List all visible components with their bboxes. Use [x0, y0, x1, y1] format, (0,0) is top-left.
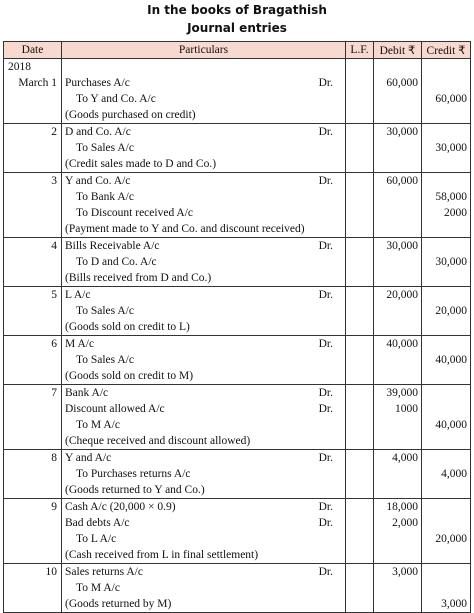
- entry-credit-value: 60,000: [435, 93, 467, 105]
- entry-debit-value: 1000: [395, 403, 418, 415]
- dr-marker: Dr.: [318, 501, 333, 513]
- entry-debit-value: [374, 221, 421, 237]
- entry-debit-value: 30,000: [386, 126, 418, 138]
- blank-line: [62, 59, 345, 75]
- entry-date: [4, 450, 62, 499]
- journal-body: [4, 59, 471, 613]
- entry-debit-value: [374, 580, 421, 596]
- account-name: Purchases A/c: [65, 77, 130, 89]
- credit-account-line: To Purchases returns A/c: [76, 468, 191, 480]
- date-line: [4, 205, 61, 221]
- date-line: [4, 156, 61, 172]
- account-name: M A/c: [65, 338, 95, 350]
- entry-debit-value: [374, 205, 421, 221]
- entry-debit-value: [374, 466, 421, 482]
- narration-line: (Cheque received and discount allowed): [65, 435, 251, 447]
- entry-debit-value: 39,000: [386, 387, 418, 399]
- entry-debit-value: 3,000: [392, 566, 418, 578]
- entry-particulars: [62, 564, 346, 613]
- date-line: 3: [51, 175, 57, 187]
- entry-credit-value: [422, 107, 470, 123]
- journal-entry-row: [4, 173, 471, 238]
- entry-credit: [422, 287, 471, 336]
- date-line: [4, 270, 61, 286]
- entry-credit-value: 20,000: [435, 533, 467, 545]
- entry-lf: [346, 287, 374, 336]
- dr-marker: Dr.: [318, 126, 333, 138]
- entry-credit: [422, 238, 471, 287]
- date-line: March 1: [18, 77, 57, 89]
- date-line: [4, 221, 61, 237]
- entry-credit-value: 58,000: [435, 191, 467, 203]
- entry-debit-value: [374, 531, 421, 547]
- date-line: [4, 531, 61, 547]
- header-row: [4, 42, 471, 59]
- entry-credit-value: 20,000: [435, 305, 467, 317]
- narration-line: (Goods sold on credit to L): [65, 321, 190, 333]
- dr-marker: Dr.: [318, 338, 333, 350]
- entry-debit-value: 60,000: [386, 77, 418, 89]
- entry-credit-value: [422, 336, 470, 352]
- entry-credit: [422, 124, 471, 173]
- credit-account-line: To Sales A/c: [76, 354, 134, 366]
- narration-line: (Goods returned to Y and Co.): [65, 484, 205, 496]
- entry-particulars: [62, 450, 346, 499]
- date-line: 8: [51, 452, 57, 464]
- account-name: Cash A/c (20,000 × 0.9): [65, 501, 176, 513]
- entry-debit-value: [374, 303, 421, 319]
- entry-debit-value: [374, 368, 421, 384]
- date-line: [4, 368, 61, 384]
- entry-credit-value: [422, 156, 470, 172]
- entry-debit: [374, 499, 422, 564]
- dr-marker: Dr.: [318, 77, 333, 89]
- date-line: [4, 596, 61, 612]
- entry-lf: [346, 385, 374, 450]
- entry-credit-value: 30,000: [435, 256, 467, 268]
- entry-lf: [346, 124, 374, 173]
- entry-credit-value: 30,000: [435, 142, 467, 154]
- entry-debit-value: [374, 270, 421, 286]
- journal-entry-row: [4, 124, 471, 173]
- credit-account-line: To D and Co. A/c: [76, 256, 157, 268]
- entry-debit-value: [374, 596, 421, 612]
- entry-particulars: [62, 238, 346, 287]
- entry-credit: [422, 450, 471, 499]
- entry-debit: [374, 450, 422, 499]
- dr-marker: Dr.: [318, 566, 333, 578]
- entry-lf: [346, 336, 374, 385]
- entry-credit-value: [422, 59, 470, 75]
- entry-debit-value: [374, 140, 421, 156]
- entry-credit-value: 4,000: [441, 468, 467, 480]
- debit-account-line: [62, 124, 345, 140]
- journal-entry-row: [4, 499, 471, 564]
- entry-credit-value: [422, 401, 470, 417]
- entry-debit-value: [374, 189, 421, 205]
- date-line: [4, 401, 61, 417]
- col-lf-header: L.F.: [346, 42, 374, 59]
- dr-marker: Dr.: [318, 517, 333, 529]
- entry-debit: [374, 564, 422, 613]
- entry-date: [4, 385, 62, 450]
- entry-debit-value: 18,000: [386, 501, 418, 513]
- entry-lf: [346, 238, 374, 287]
- entry-credit-value: [422, 75, 470, 91]
- entry-debit: [374, 238, 422, 287]
- account-name: Bank A/c: [65, 387, 109, 399]
- entry-credit: [422, 336, 471, 385]
- entry-debit-value: 4,000: [392, 452, 418, 464]
- entry-debit-value: 60,000: [386, 175, 418, 187]
- entry-credit-value: [422, 270, 470, 286]
- account-name: Y and Co. A/c: [65, 175, 131, 187]
- entry-credit: [422, 385, 471, 450]
- dr-marker: Dr.: [318, 175, 333, 187]
- entry-debit-value: [374, 352, 421, 368]
- narration-line: (Payment made to Y and Co. and discount received): [65, 223, 305, 235]
- entry-lf: [346, 564, 374, 613]
- entry-debit-value: [374, 254, 421, 270]
- date-line: 7: [51, 387, 57, 399]
- credit-account-line: To M A/c: [76, 419, 120, 431]
- date-line: 2: [51, 126, 57, 138]
- entry-particulars: [62, 385, 346, 450]
- date-line: [4, 466, 61, 482]
- entry-particulars: [62, 499, 346, 564]
- entry-credit-value: [422, 287, 470, 303]
- entry-date: [4, 287, 62, 336]
- col-date-header: Date: [4, 42, 62, 59]
- account-name: Bad debts A/c: [65, 517, 130, 529]
- entry-debit-value: [374, 482, 421, 498]
- narration-line: (Goods returned by M): [65, 598, 172, 610]
- date-line: [4, 254, 61, 270]
- debit-account-line: [62, 336, 345, 352]
- entry-debit-value: [374, 91, 421, 107]
- entry-credit-value: [422, 221, 470, 237]
- date-line: [4, 352, 61, 368]
- date-line: [4, 303, 61, 319]
- narration-line: (Goods purchased on credit): [65, 109, 196, 121]
- credit-account-line: To Sales A/c: [76, 142, 134, 154]
- date-line: [4, 319, 61, 335]
- account-name: D and Co. A/c: [65, 126, 131, 138]
- debit-account-line: [62, 173, 345, 189]
- date-line: [4, 482, 61, 498]
- journal-entry-row: [4, 336, 471, 385]
- entry-particulars: [62, 124, 346, 173]
- debit-account-line: [62, 287, 345, 303]
- entry-lf: [346, 499, 374, 564]
- entry-debit: [374, 385, 422, 450]
- col-debit-header: Debit ₹: [374, 42, 422, 59]
- debit-account-line: [62, 385, 345, 401]
- entry-debit-value: [374, 417, 421, 433]
- entry-credit-value: [422, 547, 470, 563]
- credit-account-line: To L A/c: [76, 533, 117, 545]
- narration-line: (Cash received from L in final settlement): [65, 549, 259, 561]
- debit-account-line: [62, 450, 345, 466]
- entry-date: [4, 59, 62, 124]
- date-line: 6: [51, 338, 57, 350]
- dr-marker: Dr.: [318, 403, 333, 415]
- entry-date: [4, 173, 62, 238]
- entry-debit-value: 40,000: [386, 338, 418, 350]
- debit-account-line: [62, 499, 345, 515]
- entry-credit-value: 40,000: [435, 354, 467, 366]
- debit-account-line: [62, 564, 345, 580]
- date-line: 5: [51, 289, 57, 301]
- entry-credit-value: [422, 433, 470, 449]
- book-title: In the books of Bragathish: [147, 3, 327, 17]
- entry-credit-value: [422, 385, 470, 401]
- entry-particulars: [62, 173, 346, 238]
- entry-debit-value: 2,000: [392, 517, 418, 529]
- entry-credit-value: [422, 515, 470, 531]
- entry-credit-value: 2000: [444, 207, 467, 219]
- debit-account-line: [62, 401, 345, 417]
- entry-debit-value: [374, 433, 421, 449]
- entry-debit: [374, 336, 422, 385]
- credit-account-line: To Y and Co. A/c: [76, 93, 156, 105]
- journal-entry-row: [4, 238, 471, 287]
- journal-entry-row: [4, 564, 471, 613]
- entry-credit-value: [422, 450, 470, 466]
- journal-title: Journal entries: [187, 21, 287, 35]
- entry-credit-value: [422, 238, 470, 254]
- entry-credit: [422, 564, 471, 613]
- entry-particulars: [62, 336, 346, 385]
- debit-account-line: [62, 515, 345, 531]
- account-name: L A/c: [65, 289, 91, 301]
- entry-debit: [374, 287, 422, 336]
- date-line: [4, 91, 61, 107]
- date-line: [4, 417, 61, 433]
- journal-entry-row: [4, 385, 471, 450]
- narration-line: (Goods sold on credit to M): [65, 370, 194, 382]
- entry-date: [4, 499, 62, 564]
- entry-debit: [374, 173, 422, 238]
- entry-credit-value: 40,000: [435, 419, 467, 431]
- date-line: [4, 547, 61, 563]
- entry-credit: [422, 59, 471, 124]
- entry-credit-value: [422, 580, 470, 596]
- entry-debit-value: [374, 107, 421, 123]
- entry-debit-value: [374, 547, 421, 563]
- account-name: Discount allowed A/c: [65, 403, 165, 415]
- entry-credit: [422, 499, 471, 564]
- debit-account-line: [62, 75, 345, 91]
- date-line: [4, 189, 61, 205]
- entry-credit-value: [422, 319, 470, 335]
- entry-debit: [374, 124, 422, 173]
- date-line: [4, 140, 61, 156]
- entry-debit-value: [374, 156, 421, 172]
- entry-date: [4, 564, 62, 613]
- dr-marker: Dr.: [318, 240, 333, 252]
- entry-debit-value: [374, 319, 421, 335]
- entry-credit-value: [422, 499, 470, 515]
- col-particulars-header: Particulars: [62, 42, 346, 59]
- entry-credit-value: [422, 173, 470, 189]
- date-line: 10: [45, 566, 57, 578]
- entry-credit-value: [422, 124, 470, 140]
- credit-account-line: To Discount received A/c: [76, 207, 194, 219]
- dr-marker: Dr.: [318, 452, 333, 464]
- entry-debit-value: 30,000: [386, 240, 418, 252]
- date-line: 2018: [8, 61, 31, 73]
- entry-credit-value: [422, 368, 470, 384]
- credit-account-line: To Bank A/c: [76, 191, 134, 203]
- entry-credit: [422, 173, 471, 238]
- entry-date: [4, 336, 62, 385]
- entry-date: [4, 124, 62, 173]
- narration-line: (Credit sales made to D and Co.): [65, 158, 217, 170]
- journal-entry-row: [4, 450, 471, 499]
- entry-lf: [346, 173, 374, 238]
- col-credit-header: Credit ₹: [422, 42, 471, 59]
- date-line: [4, 515, 61, 531]
- date-line: 9: [51, 501, 57, 513]
- entry-lf: [346, 59, 374, 124]
- entry-credit-value: 3,000: [441, 598, 467, 610]
- entry-date: [4, 238, 62, 287]
- credit-account-line: To M A/c: [76, 582, 120, 594]
- account-name: Sales returns A/c: [65, 566, 143, 578]
- entry-debit: [374, 59, 422, 124]
- entry-particulars: [62, 59, 346, 124]
- entry-debit-value: [374, 59, 421, 75]
- journal-entry-row: [4, 287, 471, 336]
- date-line: 4: [51, 240, 57, 252]
- entry-credit-value: [422, 564, 470, 580]
- date-line: [4, 580, 61, 596]
- account-name: Bills Receivable A/c: [65, 240, 160, 252]
- credit-account-line: To Sales A/c: [76, 305, 134, 317]
- narration-line: (Bills received from D and Co.): [65, 272, 212, 284]
- dr-marker: Dr.: [318, 387, 333, 399]
- dr-marker: Dr.: [318, 289, 333, 301]
- debit-account-line: [62, 238, 345, 254]
- entry-debit-value: 20,000: [386, 289, 418, 301]
- account-name: Y and A/c: [65, 452, 112, 464]
- journal-entry-row: [4, 59, 471, 124]
- journal-table: [3, 41, 471, 613]
- entry-particulars: [62, 287, 346, 336]
- entry-credit-value: [422, 482, 470, 498]
- entry-lf: [346, 450, 374, 499]
- date-line: [4, 433, 61, 449]
